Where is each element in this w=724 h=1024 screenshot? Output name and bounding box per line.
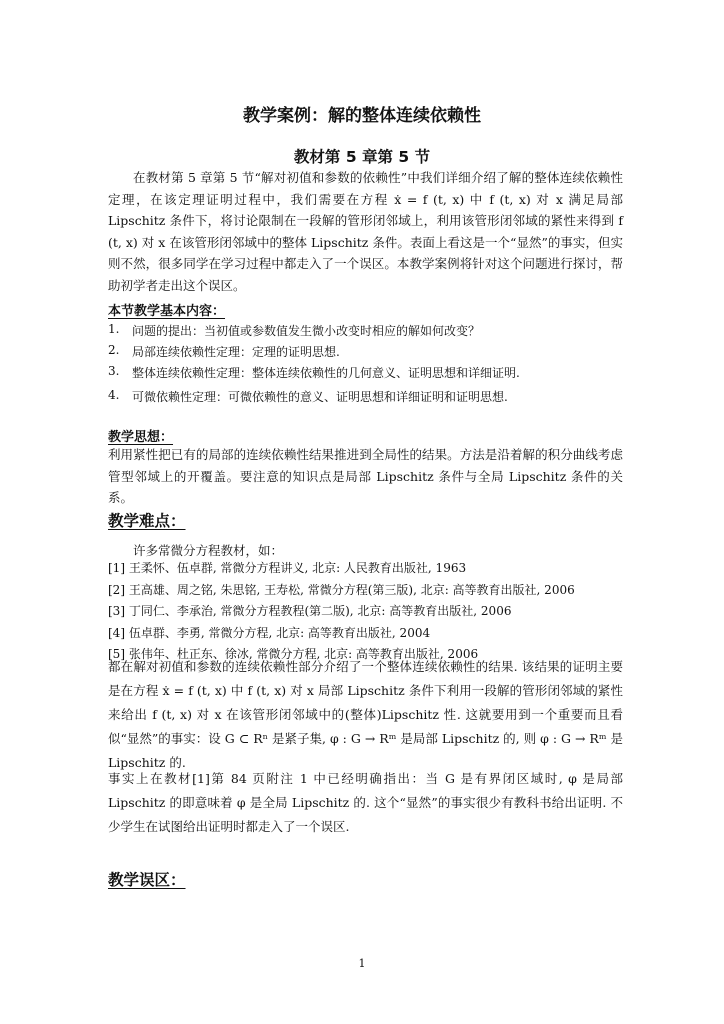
list-item: 3. 整体连续依赖性定理：整体连续依赖性的几何意义、证明思想和详细证明. — [108, 364, 520, 380]
section-heading-content: 本节教学基本内容： — [108, 304, 226, 319]
fact-paragraph: 事实上在教材[1]第 84 页附注 1 中已经明确指出：当 G 是有界闭区域时, φ 是局部 Lipschitz 的即意味着 φ 是全局 Lipschitz 的. 这个“显然”的事实很少有教科书给出证明. 不少学生在试图给出证明时都走入了一个误区. — [108, 771, 623, 834]
doc-subtitle: 教材第 5 章第 5 节 — [293, 148, 431, 166]
section-heading-misconception: 教学误区： — [108, 871, 186, 889]
difficulty-intro: 许多常微分方程教材，如： — [133, 543, 284, 558]
list-item: 1. 问题的提出：当初值或参数值发生微小改变时相应的解如何改变？ — [108, 322, 481, 338]
list-item: 2. 局部连续依赖性定理：定理的证明思想. — [108, 343, 340, 359]
reference-list — [108, 558, 628, 666]
reference-item: [1] 王柔怀、伍卓群, 常微分方程讲义, 北京: 人民教育出版社, 1963 — [108, 561, 467, 575]
page-number: 1 — [358, 957, 366, 970]
section-heading-difficulty: 教学难点： — [108, 512, 186, 530]
section-heading-ideas: 教学思想： — [108, 430, 174, 445]
ideas-paragraph: 利用紧性把已有的局部的连续依赖性结果推进到全局性的结果。方法是沿着解的积分曲线考虑管型邻域上的开覆盖。要注意的知识点是局部 Lipschitz 条件与全局 Lipschitz 条件的关系。 — [108, 447, 623, 505]
doc-title: 教学案例：解的整体连续依赖性 — [243, 106, 481, 126]
list-item: 4. 可微依赖性定理：可微依赖性的意义、证明思想和详细证明和证明思想. — [108, 388, 508, 404]
difficulty-paragraph: 都在解对初值和参数的连续依赖性部分介绍了一个整体连续依赖性的结果. 该结果的证明主要是在方程 ẋ = f (t, x) 中 f (t, x) 对 x 局部 Lipschitz 条件下利用一段解的管形闭邻域的紧性来给出 f (t, x) 对 x 在该管形闭邻域中的(整体)Lipschitz 性. 这就要用到一个重要而且看似“显然”的事实：设 G ⊂ Rⁿ 是紧子集, φ : G → Rᵐ 是局部 Lipschitz 的, 则 φ : G → Rᵐ 是 Lipschitz 的. — [108, 659, 623, 770]
reference-item: [3] 丁同仁、李承治, 常微分方程教程(第二版), 北京: 高等教育出版社, 2006 — [108, 604, 512, 618]
reference-item: [5] 张伟年、杜正东、徐冰, 常微分方程, 北京: 高等教育出版社, 2006 — [108, 647, 479, 661]
reference-item: [4] 伍卓群、李勇, 常微分方程, 北京: 高等教育出版社, 2004 — [108, 625, 431, 640]
intro-paragraph: 在教材第 5 章第 5 节“解对初值和参数的依赖性”中我们详细介绍了解的整体连续依赖性定理，在该定理证明过程中，我们需要在方程 ẋ = f (t, x) 中 f (t, x) 对 x 满足局部 Lipschitz 条件下，将讨论限制在一段解的管形闭邻域上，利用该管形闭邻域的紧性来得到 f (t, x) 对 x 在该管形闭邻域中的整体 Lipschitz 条件。表面上看这是一个“显然”的事实，但实则不然，很多同学在学习过程中都走入了一个误区。本教学案例将针对这个问题进行探讨，帮助初学者走出这个误区。 — [108, 170, 623, 293]
content-list — [108, 322, 628, 409]
reference-item: [2] 王高雄、周之铭, 朱思铭, 王寿松, 常微分方程(第三版), 北京: 高等教育出版社, 2006 — [108, 582, 575, 597]
